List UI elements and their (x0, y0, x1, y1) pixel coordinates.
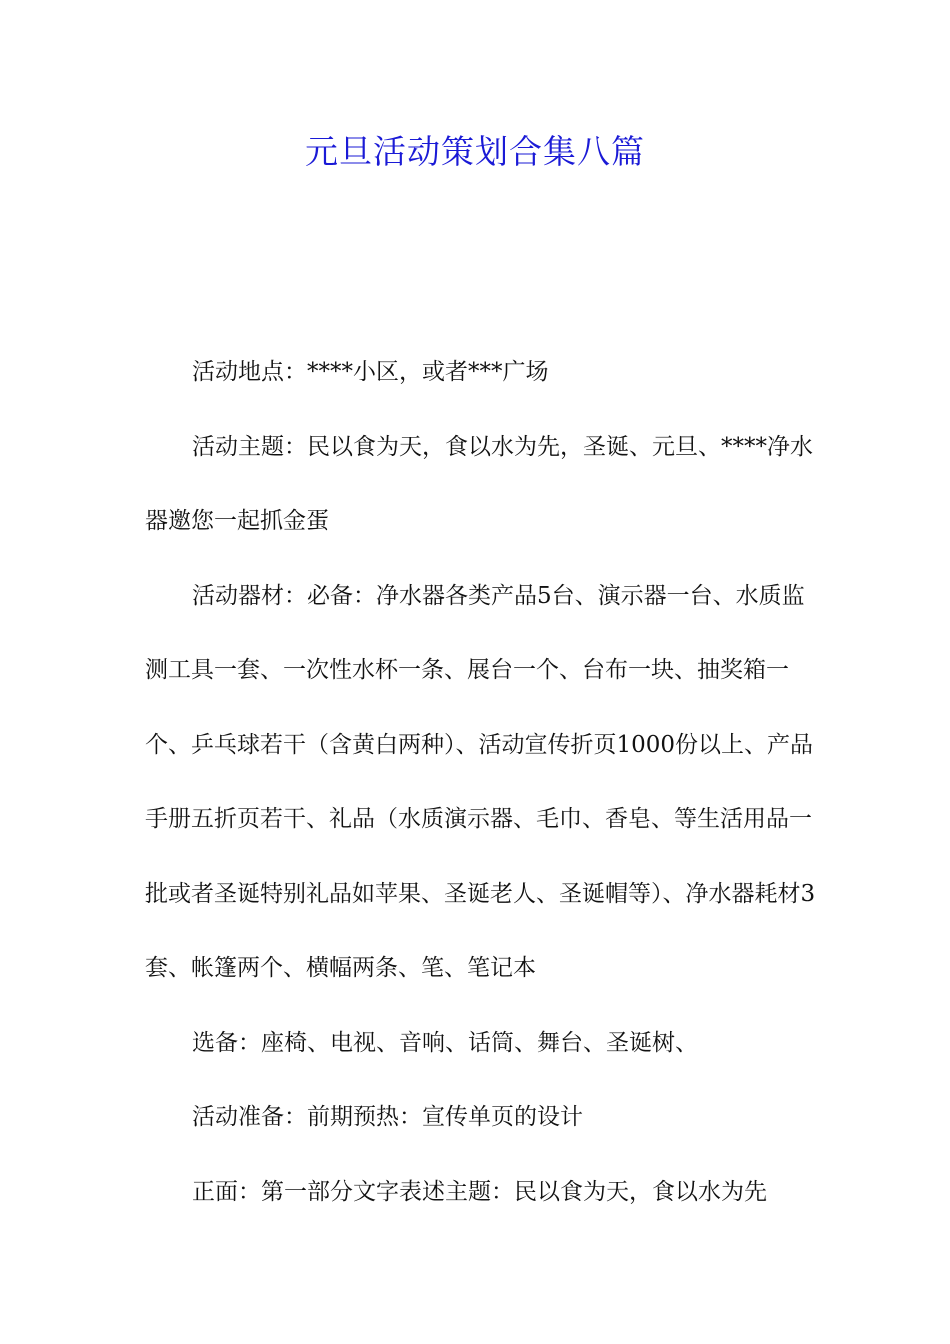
paragraph-location: 活动地点：****小区，或者***广场 (192, 359, 549, 385)
paragraph-front-side: 正面：第一部分文字表述主题：民以食为天，食以水为先 (192, 1178, 767, 1205)
document-body (145, 335, 825, 1229)
paragraph-equipment: 活动器材：必备：净水器各类产品5台、演示器一台、水质监测工具一套、一次性水杯一条、展台一个、台布一块、抽奖箱一个、乒乓球若干（含黄白两种）、活动宣传折页1000份以上、产品手册五折页若干、礼品（水质演示器、毛巾、香皂、等生活用品一批或者圣诞特别礼品如苹果、圣诞老人、圣诞帽等）、净水器耗材3套、帐篷两个、横幅两条、笔、笔记本 (145, 582, 816, 981)
paragraph-preparation: 活动准备：前期预热：宣传单页的设计 (192, 1104, 583, 1130)
paragraph-optional: 选备：座椅、电视、音响、话筒、舞台、圣诞树、 (192, 1029, 698, 1056)
document-title: 元旦活动策划合集八篇 (305, 132, 645, 171)
paragraph-theme: 活动主题：民以食为天，食以水为先，圣诞、元旦、****净水器邀您一起抓金蛋 (145, 433, 813, 534)
